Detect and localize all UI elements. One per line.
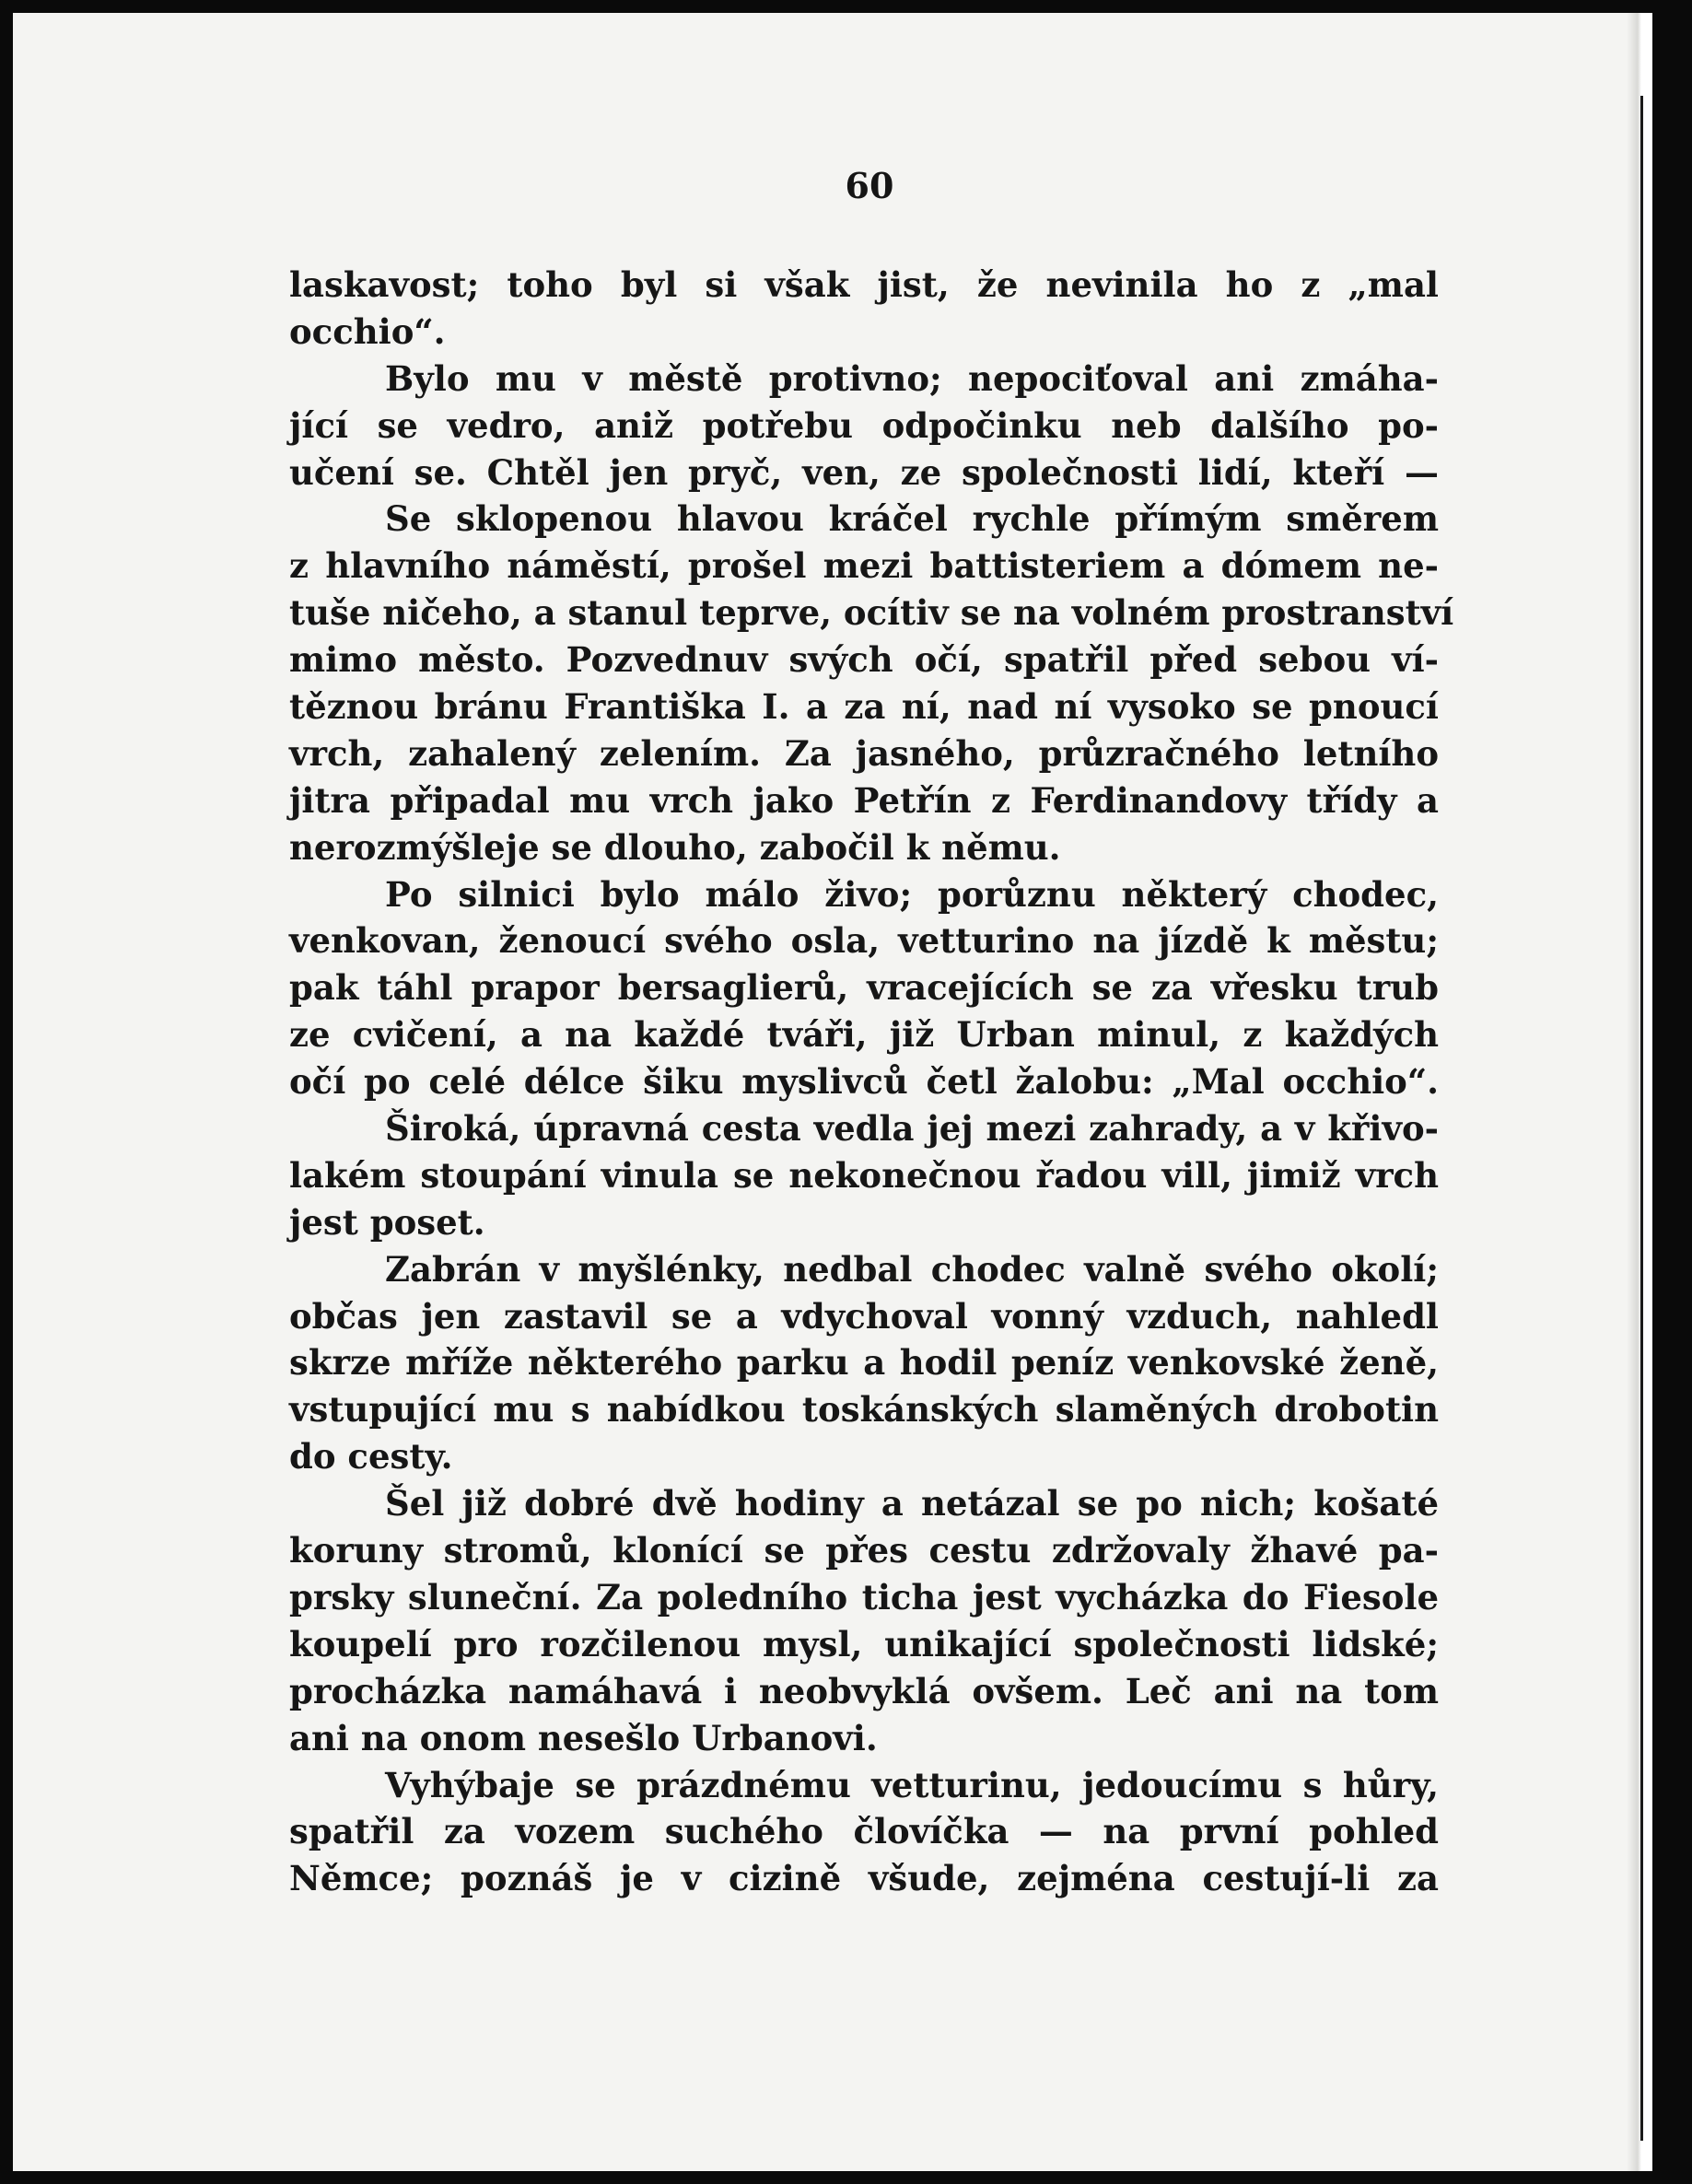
- text-line: Široká, úpravná cesta vedla jej mezi zahrady, a v křivo-: [385, 1108, 1439, 1150]
- text-line: Šel již dobré dvě hodiny a netázal se po nich; košaté: [385, 1483, 1439, 1524]
- page-right-edge: [1627, 13, 1652, 2171]
- text-line: spatřil za vozem suchého človíčka — na první pohled: [289, 1811, 1439, 1852]
- text-line: mimo město. Pozvednuv svých očí, spatřil před sebou ví-: [289, 639, 1439, 681]
- text-line: Němce; poznáš je v cizině všude, zejména cestují-li za: [289, 1858, 1439, 1899]
- text-line: prsky sluneční. Za poledního ticha jest vycházka do Fiesole: [289, 1576, 1439, 1618]
- text-line: jitra připadal mu vrch jako Petřín z Ferdinandovy třídy a: [289, 779, 1439, 821]
- binding-edge-line: [1640, 96, 1643, 2141]
- text-line: ani na onom nesešlo Urbanovi.: [289, 1717, 878, 1758]
- text-line: koupelí pro rozčilenou mysl, unikající společnosti lidské;: [289, 1623, 1439, 1664]
- text-line: laskavost; toho byl si však jist, že nevinila ho z „mal: [289, 264, 1439, 305]
- text-line: Vyhýbaje se prázdnému vetturinu, jedoucímu s hůry,: [385, 1764, 1439, 1805]
- body-text: [289, 262, 1454, 1902]
- text-line: vrch, zahalený zelením. Za jasného, průzračného letního: [289, 732, 1439, 774]
- text-line: lakém stoupání vinula se nekonečnou řadou vill, jimiž vrch: [289, 1154, 1439, 1196]
- text-line: jest poset.: [289, 1201, 485, 1243]
- text-line: Po silnici bylo málo živo; porůznu některý chodec,: [385, 873, 1439, 915]
- page-number: 60: [845, 165, 894, 206]
- text-line: očí po celé délce šiku myslivců četl žalobu: „Mal occhio“.: [289, 1061, 1439, 1103]
- text-line: venkovan, ženoucí svého osla, vetturino na jízdě k městu;: [289, 920, 1439, 962]
- text-line: Bylo mu v městě protivno; nepociťoval ani zmáha-: [385, 357, 1439, 399]
- text-line: do cesty.: [289, 1436, 453, 1477]
- text-line: vstupující mu s nabídkou toskánských slaměných drobotin: [289, 1389, 1439, 1431]
- text-line: skrze mříže některého parku a hodil peníz venkovské ženě,: [289, 1342, 1439, 1384]
- text-line: procházka namáhavá i neobvyklá ovšem. Leč ani na tom: [289, 1670, 1439, 1711]
- book-page: [13, 13, 1652, 2171]
- text-line: koruny stromů, klonící se přes cestu zdržovaly žhavé pa-: [289, 1530, 1439, 1571]
- text-line: tuše ničeho, a stanul teprve, ocítiv se na volném prostranství: [289, 592, 1454, 634]
- text-line: občas jen zastavil se a vdychoval vonný vzduch, nahledl: [289, 1295, 1439, 1337]
- text-line: Se sklopenou hlavou kráčel rychle přímým směrem: [385, 498, 1439, 540]
- text-line: Zabrán v myšlénky, nedbal chodec valně svého okolí;: [385, 1248, 1439, 1290]
- text-line: učení se. Chtěl jen pryč, ven, ze společnosti lidí, kteří —: [289, 451, 1439, 493]
- text-line: nerozmýšleje se dlouho, zabočil k němu.: [289, 826, 1061, 868]
- text-line: těznou bránu Františka I. a za ní, nad ní vysoko se pnoucí: [289, 686, 1439, 728]
- text-line: pak táhl prapor bersaglierů, vracejících se za vřesku trub: [289, 967, 1439, 1009]
- text-line: occhio“.: [289, 310, 446, 352]
- text-line: ze cvičení, a na každé tváři, již Urban minul, z každých: [289, 1014, 1439, 1056]
- text-line: z hlavního náměstí, prošel mezi battisteriem a dómem ne-: [289, 545, 1439, 587]
- text-line: jící se vedro, aniž potřebu odpočinku neb dalšího po-: [289, 404, 1439, 446]
